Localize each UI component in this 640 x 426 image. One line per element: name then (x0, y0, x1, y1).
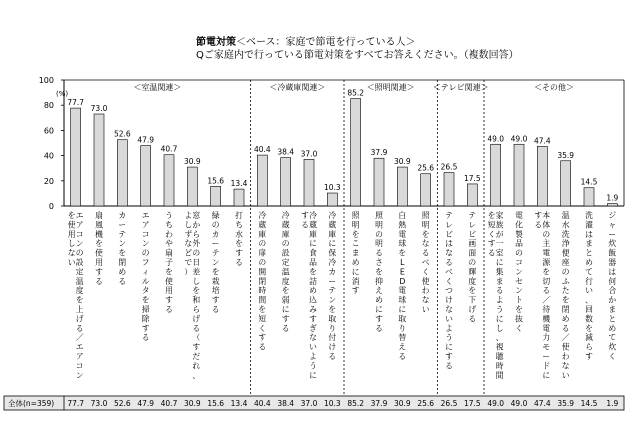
bar-value-label: 38.4 (277, 147, 295, 157)
bar (491, 144, 501, 206)
category-label: エアコンのフィルタを掃除する (141, 211, 150, 343)
y-tick-label: 0 (48, 202, 54, 211)
table-cell: 85.2 (347, 399, 365, 408)
category-label: 電化製品のコンセントを抜く (515, 211, 523, 333)
bar (187, 167, 197, 206)
y-tick-label: 60 (43, 126, 54, 136)
category-label: テレビ画面の輝度を下げる (468, 211, 477, 324)
table-cell: 15.6 (207, 399, 225, 408)
table-cell: 26.5 (440, 399, 458, 408)
y-tick-label: 100 (38, 76, 54, 85)
bar-value-label: 77.7 (67, 98, 85, 108)
table-cell: 77.7 (67, 399, 85, 408)
bar (421, 174, 431, 206)
bar-value-label: 37.0 (300, 149, 318, 159)
bar (141, 146, 151, 206)
table-cell: 47.9 (137, 399, 155, 408)
chart-title: 節電対策 (196, 37, 236, 48)
category-label: ジャー炊飯器は何合かまとめて炊く (608, 211, 617, 361)
bar (164, 155, 174, 206)
category-label: 白熱電球を L E D 電球に取り替える (398, 211, 407, 361)
y-tick-label: 80 (43, 101, 54, 111)
group-label: ＜室温関連＞ (133, 83, 182, 92)
bar (537, 146, 547, 206)
bar (281, 158, 291, 206)
category-label: 冷蔵庫の設定温度を弱にする (281, 211, 290, 333)
table-cell: 30.9 (183, 399, 201, 408)
category-label: を使用しない (67, 211, 76, 267)
category-label: よしずなどで） (184, 211, 193, 277)
bar (94, 114, 104, 206)
bar-value-label: 49.0 (510, 134, 528, 144)
table-cell: 17.5 (463, 399, 481, 408)
bar (234, 189, 244, 206)
table-cell: 47.4 (533, 399, 551, 408)
table-cell: 14.5 (580, 399, 598, 408)
category-label: テレビはなるべくつけないようにする (445, 211, 453, 371)
bar (304, 159, 314, 206)
bar-value-label: 26.5 (440, 162, 458, 172)
category-label: を短くする (487, 211, 496, 258)
bar (327, 193, 337, 206)
category-label: 洗濯はまとめて行い、回数を減らす (585, 211, 593, 361)
category-label: 照明の明るさを抑えめにする (375, 211, 383, 333)
table-cell: 35.9 (557, 399, 575, 408)
table-cell: 49.0 (487, 399, 505, 408)
table-cell: 38.4 (277, 399, 295, 408)
bar (117, 140, 127, 206)
bar (397, 167, 407, 206)
bar (351, 99, 361, 206)
bar (561, 161, 571, 206)
bar-value-label: 10.3 (323, 183, 341, 193)
table-cell: 13.4 (230, 399, 248, 408)
table-cell: 25.6 (417, 399, 435, 408)
y-tick-label: 40 (43, 151, 54, 161)
category-label: 家族が一室に集まるようにし、視聴時間 (495, 211, 504, 380)
bar (467, 184, 477, 206)
group-label: ＜照明関連＞ (366, 83, 415, 92)
bar-value-label: 40.7 (160, 144, 178, 154)
y-tick-label: 20 (43, 176, 54, 186)
bar-value-label: 25.6 (417, 163, 435, 173)
bar-value-label: 52.6 (113, 129, 131, 139)
chart-question: Qご家庭内で行っている節電対策をすべてお答えください。（複数回答） (196, 50, 519, 61)
category-label: 温水洗浄便座のふたを閉める／使わない (561, 211, 570, 380)
table-cell: 37.9 (370, 399, 388, 408)
table-cell: 10.3 (323, 399, 341, 408)
group-label: ＜冷蔵庫関連＞ (269, 83, 326, 92)
y-axis-label: (%) (56, 90, 69, 98)
category-label: 扇風機を使用する (95, 211, 103, 286)
bar-value-label: 1.9 (606, 193, 619, 203)
bar (374, 158, 384, 206)
category-label: 緑のカーテンを栽培する (211, 211, 220, 314)
category-label: 本体の主電源を切る／待機電力モードに (542, 211, 551, 380)
table-cell: 40.7 (160, 399, 178, 408)
category-label: うちわや扇子を使用する (165, 211, 173, 314)
bar-value-label: 40.4 (253, 145, 271, 155)
table-cell: 40.4 (253, 399, 271, 408)
bar (257, 155, 267, 206)
table-cell: 30.9 (393, 399, 411, 408)
category-label: 冷蔵庫に食品を詰め込みすぎないように (309, 211, 317, 380)
bar (607, 204, 617, 206)
table-cell: 1.9 (606, 399, 619, 408)
category-label: 窓から外の日差しを和らげる（すだれ、 (192, 211, 201, 380)
bar-value-label: 30.9 (183, 157, 201, 167)
category-label: 冷蔵庫の扉の開閉時間を短くする (258, 211, 267, 352)
category-label: 照明をなるべく使わない (421, 211, 430, 314)
table-row-label: 全体(n=359) (8, 399, 55, 408)
bar (584, 188, 594, 206)
bar (514, 144, 524, 206)
table-cell: 52.6 (113, 399, 131, 408)
bar-value-label: 73.0 (90, 104, 108, 114)
group-label: ＜テレビ関連＞ (432, 83, 489, 92)
bar-value-label: 13.4 (230, 179, 248, 189)
bar (211, 186, 221, 206)
chart-base: ＜ベース：家庭で節電を行っている人＞ (236, 37, 416, 48)
category-label: カーテンを閉める (118, 211, 127, 286)
category-label: 照明をこまめに消す (351, 211, 360, 296)
bar-value-label: 17.5 (463, 173, 481, 183)
table-cell: 49.0 (510, 399, 528, 408)
bar-value-label: 85.2 (347, 88, 365, 98)
table-cell: 73.0 (90, 399, 108, 408)
bar-value-label: 14.5 (580, 177, 598, 187)
category-label: する (301, 211, 309, 230)
bar-value-label: 30.9 (393, 157, 411, 167)
bar-value-label: 15.6 (207, 176, 225, 186)
bar-value-label: 35.9 (557, 150, 575, 160)
group-label: ＜その他＞ (534, 83, 574, 92)
category-label: 打ち水をする (235, 211, 243, 267)
bar (71, 108, 81, 206)
category-label: 冷蔵庫に保冷カーテンを取り付ける (328, 211, 337, 361)
bar-value-label: 49.0 (487, 134, 505, 144)
category-label: する (534, 211, 543, 230)
bar-value-label: 47.9 (137, 135, 155, 145)
bar-value-label: 47.4 (533, 136, 551, 146)
category-label: エアコンの設定温度を上げる／エアコン (75, 211, 84, 380)
bar-value-label: 37.9 (370, 148, 388, 158)
bar (444, 173, 454, 206)
table-cell: 37.0 (300, 399, 318, 408)
